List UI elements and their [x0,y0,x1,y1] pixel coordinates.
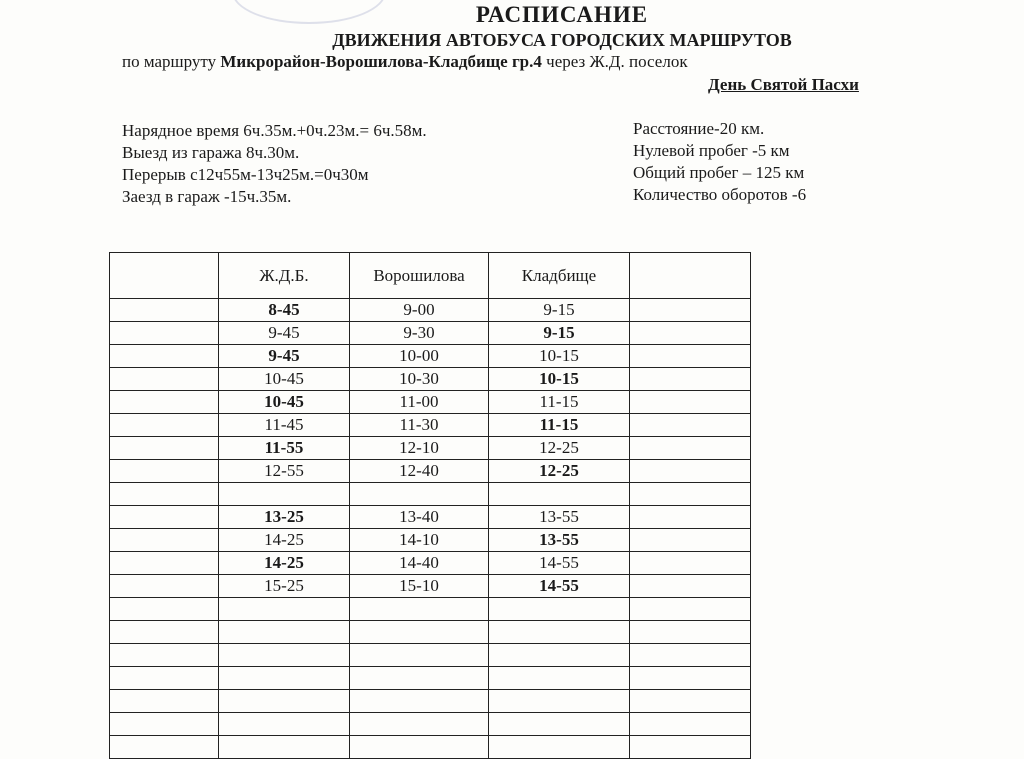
table-cell [489,690,630,713]
table-header-cell: Ж.Д.Б. [219,253,350,299]
table-cell-blank [110,644,219,667]
table-cell-blank [110,368,219,391]
table-cell: 11-45 [219,414,350,437]
table-cell [219,690,350,713]
table-cell: 12-10 [350,437,489,460]
table-cell: 9-45 [219,345,350,368]
table-cell [219,621,350,644]
table-cell: 13-40 [350,506,489,529]
table-cell [489,667,630,690]
table-cell [350,667,489,690]
table-cell-blank [110,529,219,552]
table-row [110,299,751,322]
table-cell-blank [110,713,219,736]
table-cell-blank [630,598,751,621]
table-cell-blank [110,552,219,575]
table-cell [219,644,350,667]
table-cell-blank [630,437,751,460]
table-row [110,483,751,506]
route-suffix: через Ж.Д. поселок [546,52,688,71]
table-cell-blank [630,667,751,690]
table-row [110,437,751,460]
table-row [110,414,751,437]
table-cell [350,644,489,667]
table-cell-blank [110,460,219,483]
table-cell-blank [110,322,219,345]
table-cell: 14-40 [350,552,489,575]
table-cell [489,713,630,736]
table-cell: 14-25 [219,552,350,575]
table-cell: 9-15 [489,322,630,345]
info-left-line: Заезд в гараж -15ч.35м. [122,187,292,206]
table-cell: 12-25 [489,437,630,460]
table-row [110,736,751,759]
table-cell [350,483,489,506]
table-cell-blank [110,414,219,437]
table-header-cell [630,253,751,299]
table-row [110,506,751,529]
table-cell-blank [110,345,219,368]
table-header-cell: Кладбище [489,253,630,299]
table-cell: 13-55 [489,506,630,529]
route-line [122,52,688,72]
table-cell: 9-30 [350,322,489,345]
table-cell: 11-15 [489,414,630,437]
table-header-cell: Ворошилова [350,253,489,299]
table-cell: 11-55 [219,437,350,460]
table-cell-blank [110,621,219,644]
page-subtitle: ДВИЖЕНИЯ АВТОБУСА ГОРОДСКИХ МАРШРУТОВ [332,30,792,50]
table-cell-blank [630,621,751,644]
table-cell-blank [630,736,751,759]
info-right-line: Количество оборотов -6 [633,185,807,204]
table-cell-blank [630,529,751,552]
table-cell-blank [630,414,751,437]
table-cell-blank [630,483,751,506]
table-header-cell [110,253,219,299]
table-cell [219,736,350,759]
info-left-line: Нарядное время 6ч.35м.+0ч.23м.= 6ч.58м. [122,121,427,140]
table-cell-blank [630,345,751,368]
table-header-row [110,253,751,299]
info-right-line: Расстояние-20 км. [633,119,765,138]
table-row [110,345,751,368]
table-cell [350,713,489,736]
table-cell-blank [630,690,751,713]
table-row [110,667,751,690]
table-cell: 10-15 [489,345,630,368]
table-cell-blank [630,575,751,598]
table-row [110,322,751,345]
table-cell-blank [630,552,751,575]
table-cell: 15-25 [219,575,350,598]
table-cell-blank [630,506,751,529]
route-prefix: по маршруту [122,52,217,71]
table-cell [489,644,630,667]
table-cell: 12-55 [219,460,350,483]
table-row [110,529,751,552]
table-cell [350,621,489,644]
table-cell [350,690,489,713]
table-row [110,368,751,391]
table-cell-blank [630,460,751,483]
table-cell: 9-00 [350,299,489,322]
table-cell-blank [110,299,219,322]
info-right [633,118,806,206]
table-cell-blank [630,644,751,667]
table-cell-blank [630,713,751,736]
table-row [110,621,751,644]
table-cell-blank [110,598,219,621]
table-cell [219,483,350,506]
table-cell-blank [110,736,219,759]
table-cell-blank [630,368,751,391]
table-cell-blank [630,299,751,322]
table-cell-blank [110,575,219,598]
info-left-line: Перерыв с12ч55м-13ч25м.=0ч30м [122,165,369,184]
table-row [110,575,751,598]
table-cell [489,483,630,506]
info-left-line: Выезд из гаража 8ч.30м. [122,143,300,162]
table-cell: 9-45 [219,322,350,345]
table-cell-blank [110,391,219,414]
table-cell: 11-00 [350,391,489,414]
page-title: РАСПИСАНИЕ [475,2,649,27]
table-cell: 13-55 [489,529,630,552]
table-cell: 12-25 [489,460,630,483]
table-cell: 10-30 [350,368,489,391]
table-cell-blank [110,506,219,529]
table-row [110,552,751,575]
holiday-label: День Святой Пасхи [708,75,859,94]
table-row [110,391,751,414]
table-cell-blank [110,483,219,506]
table-cell: 11-30 [350,414,489,437]
table-row [110,644,751,667]
table-cell [489,736,630,759]
table-cell-blank [630,391,751,414]
table-row [110,460,751,483]
table-cell [350,598,489,621]
table-cell: 8-45 [219,299,350,322]
table-cell: 12-40 [350,460,489,483]
table-cell: 14-55 [489,575,630,598]
table-cell: 14-25 [219,529,350,552]
table-cell-blank [630,322,751,345]
table-cell: 9-15 [489,299,630,322]
table-cell-blank [110,690,219,713]
route-name: Микрорайон-Ворошилова-Кладбище гр.4 [220,52,542,71]
table-cell [219,667,350,690]
table-cell [489,598,630,621]
table-row [110,690,751,713]
table-row [110,713,751,736]
info-right-line: Нулевой пробег -5 км [633,141,790,160]
info-right-line: Общий пробег – 125 км [633,163,805,182]
info-left [122,120,427,208]
table-cell [489,621,630,644]
table-cell: 14-10 [350,529,489,552]
table-cell: 15-10 [350,575,489,598]
table-cell: 14-55 [489,552,630,575]
table-cell: 10-00 [350,345,489,368]
table-cell: 10-45 [219,368,350,391]
table-cell [350,736,489,759]
table-cell: 10-45 [219,391,350,414]
table-cell: 10-15 [489,368,630,391]
table-cell-blank [110,437,219,460]
table-cell-blank [110,667,219,690]
table-cell [219,713,350,736]
table-cell: 13-25 [219,506,350,529]
table-cell: 11-15 [489,391,630,414]
table-row [110,598,751,621]
schedule-table [109,252,751,759]
table-cell [219,598,350,621]
